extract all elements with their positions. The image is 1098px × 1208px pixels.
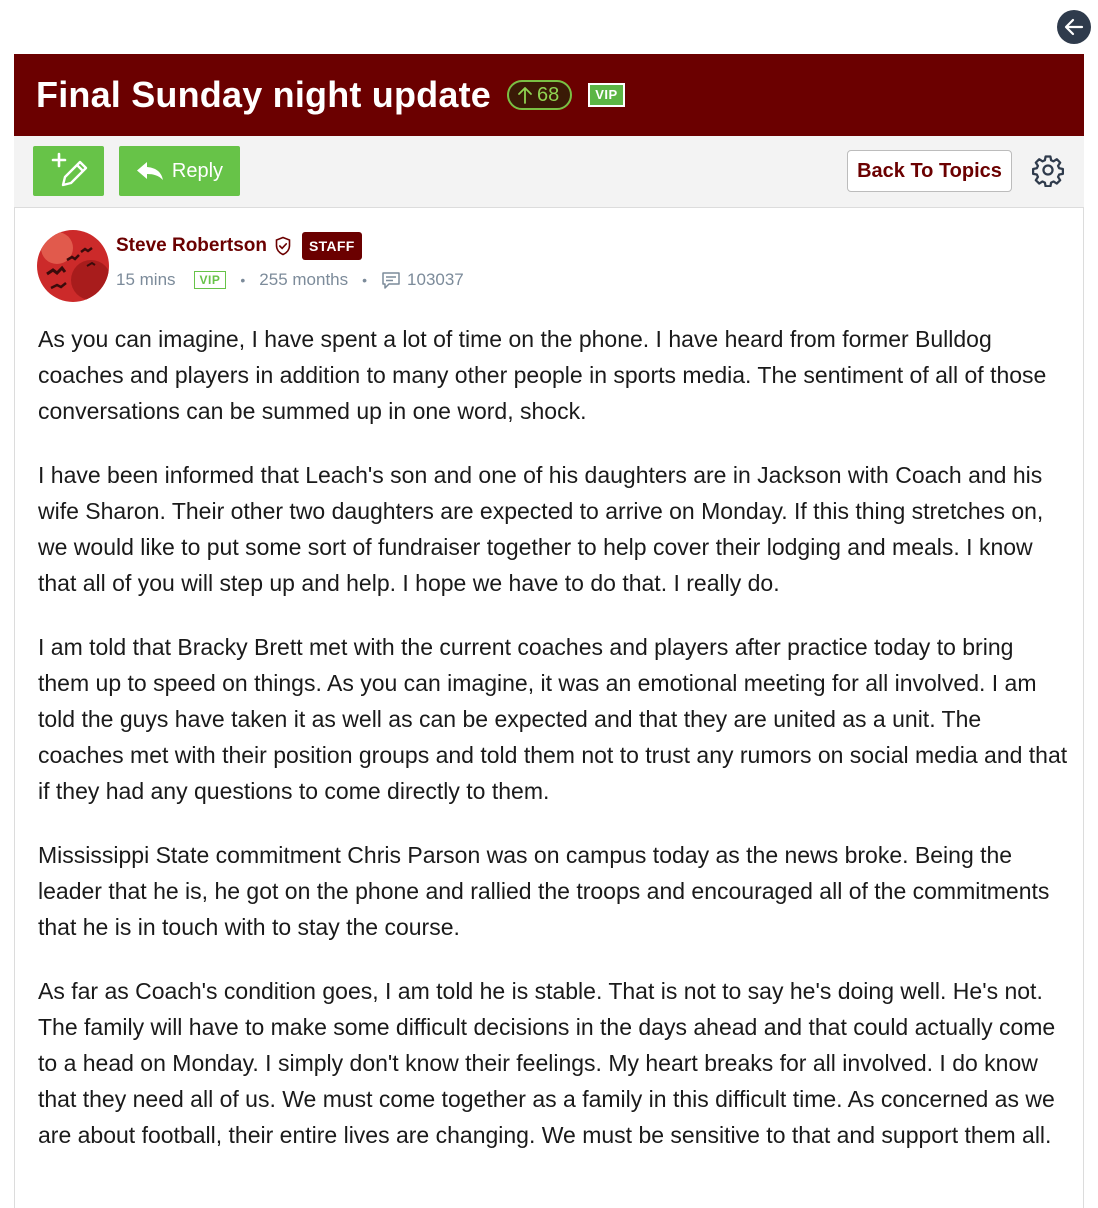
- post-count: 103037: [407, 270, 464, 289]
- pencil-plus-icon: [49, 151, 89, 191]
- post-meta: [116, 270, 464, 290]
- vote-count: 68: [537, 83, 560, 106]
- author-row: [116, 232, 362, 260]
- reply-button[interactable]: [119, 146, 240, 196]
- separator-dot: •: [362, 272, 368, 288]
- vip-badge: VIP: [194, 271, 227, 289]
- back-arrow-button[interactable]: [1057, 10, 1091, 44]
- post-card: [14, 208, 1084, 1208]
- arrow-left-icon: [1062, 15, 1086, 39]
- post-paragraph: Mississippi State commitment Chris Parson was on campus today as the news broke. Being the leader that he is, he got on the phone and rallied the troops and encouraged all of the commitments that he is in touch with to stay the course.: [38, 842, 1050, 940]
- post-body: [38, 321, 1068, 1181]
- arrow-up-icon: [517, 85, 533, 105]
- shield-check-icon: [274, 236, 292, 256]
- upvote-button[interactable]: [507, 80, 572, 110]
- page-title: Final Sunday night update: [36, 74, 491, 115]
- topic-header: [14, 54, 1084, 136]
- comment-icon: [381, 270, 401, 290]
- post-paragraph: As far as Coach's condition goes, I am told he is stable. That is not to say he's doing well. He's not. The family will have to make some difficult decisions in the days ahead and that could actually come to a head on Monday. I simply don't know their feelings. My heart breaks for all involved. I do know that they need all of us. We must come together as a family in this difficult time. As concerned as we are about football, their entire lives are changing. We must be sensitive to that and support them all.: [38, 978, 1056, 1148]
- new-post-button[interactable]: [33, 146, 104, 196]
- post-paragraph: I have been informed that Leach's son and one of his daughters are in Jackson with Coach and his wife Sharon. Their other two daughters are expected to arrive on Monday. If this thing stretches on, we would like to put some sort of fundraiser together to help cover their lodging and meals. I know that all of you will step up and help. I hope we have to do that. I really do.: [38, 462, 1044, 596]
- topic-toolbar: [14, 136, 1084, 208]
- post-time: 15 mins: [116, 270, 176, 289]
- post-paragraph: As you can imagine, I have spent a lot of time on the phone. I have heard from former Bulldog coaches and players in addition to many other people in sports media. The sentiment of all of those conversations can be summed up in one word, shock.: [38, 326, 1047, 424]
- gear-icon[interactable]: [1031, 153, 1065, 187]
- reply-label: Reply: [171, 159, 224, 182]
- separator-dot: •: [240, 272, 246, 288]
- post-paragraph: I am told that Bracky Brett met with the current coaches and players after practice today to bring them up to speed on things. As you can imagine, it was an emotional meeting for all involved. I am told the guys have taken it as well as can be expected and that they are united as a unit. The coaches met with their position groups and told them not to trust any rumors on social media and that if they had any questions to come directly to them.: [38, 634, 1068, 804]
- back-to-topics-button[interactable]: Back To Topics: [847, 150, 1012, 192]
- vip-badge: VIP: [588, 83, 624, 107]
- avatar[interactable]: [37, 230, 109, 302]
- staff-badge: STAFF: [302, 232, 362, 260]
- reply-arrow-icon: [136, 161, 164, 181]
- author-name[interactable]: Steve Robertson: [116, 235, 267, 256]
- member-tenure: 255 months: [259, 270, 349, 289]
